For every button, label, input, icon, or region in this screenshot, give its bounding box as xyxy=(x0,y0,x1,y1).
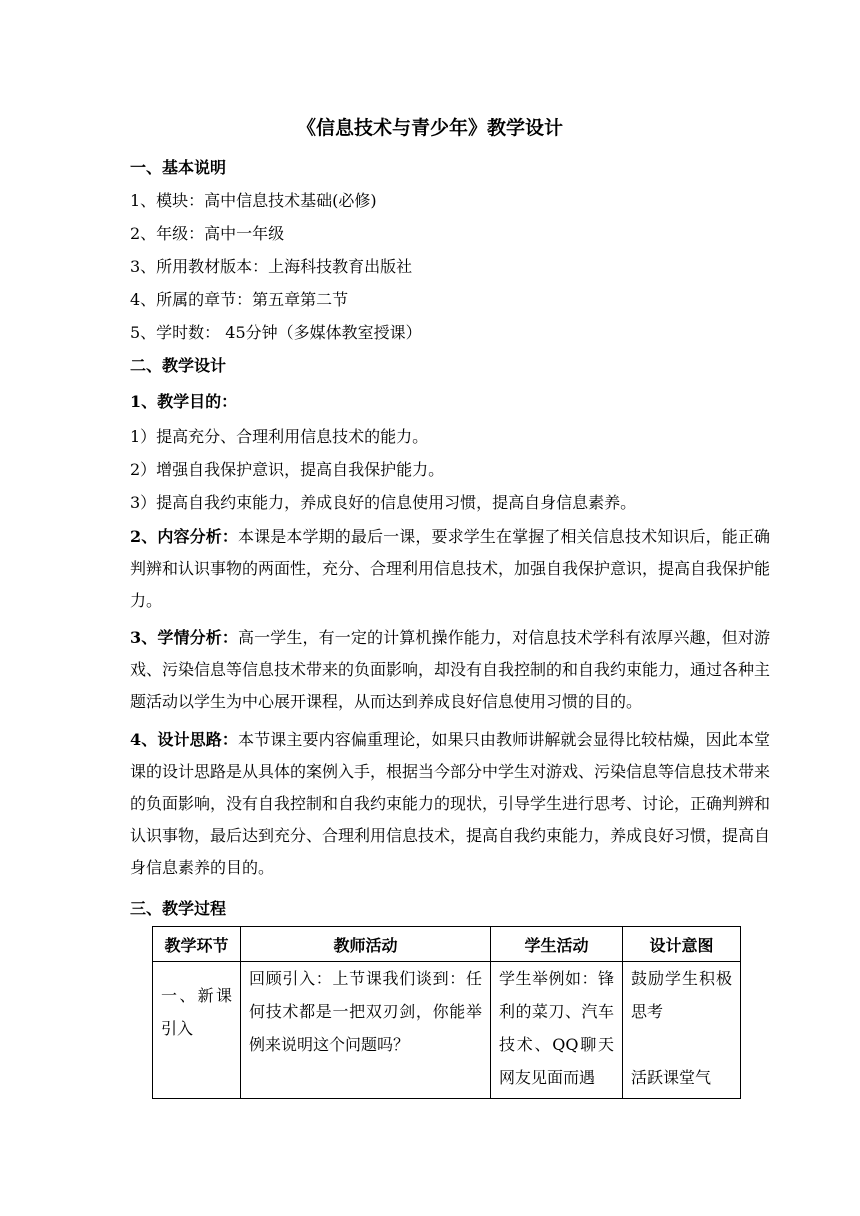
content-analysis-paragraph xyxy=(130,521,770,617)
learner-analysis-paragraph xyxy=(130,622,770,718)
learner-analysis-text: 高一学生，有一定的计算机操作能力，对信息技术学科有浓厚兴趣，但对游戏、污染信息等信息技术带来的负面影响，却没有自我控制的和自我约束能力，通过各种主题活动以学生为中心展开课程，从而达到养成良好信息使用习惯的目的。 xyxy=(130,628,771,711)
goal-item-1: 1）提高充分、合理利用信息技术的能力。 xyxy=(130,427,429,446)
column-header-teacher: 教师活动 xyxy=(241,927,491,962)
info-item-grade: 2、年级：高中一年级 xyxy=(130,224,285,243)
section-heading-teaching-design: 二、教学设计 xyxy=(130,356,227,375)
teaching-process-table xyxy=(152,926,741,1099)
info-item-hours: 5、学时数： 45分钟（多媒体教室授课） xyxy=(130,323,422,342)
intent-text-2: 活跃课堂气 xyxy=(631,1068,712,1087)
info-item-textbook: 3、所用教材版本：上海科技教育出版社 xyxy=(130,257,413,276)
design-idea-paragraph xyxy=(130,724,770,884)
cell-student-activity: 学生举例如：锋利的菜刀、汽车技术、QQ聊天网友见面而遇 xyxy=(491,962,623,1099)
content-analysis-text: 本课是本学期的最后一课，要求学生在掌握了相关信息技术知识后，能正确判辨和认识事物的两面性，充分、合理利用信息技术，加强自我保护意识，提高自我保护能力。 xyxy=(130,527,771,610)
cell-design-intent xyxy=(623,962,741,1099)
intent-text-1: 鼓励学生积极思考 xyxy=(631,969,732,1021)
goal-item-2: 2）增强自我保护意识，提高自我保护能力。 xyxy=(130,460,445,479)
cell-stage: 一、新课引入 xyxy=(153,962,241,1099)
table-header-row xyxy=(153,927,741,962)
learner-analysis-lead: 3、学情分析： xyxy=(130,628,239,647)
content-analysis-lead: 2、内容分析： xyxy=(130,527,239,546)
section-heading-basic-info: 一、基本说明 xyxy=(130,158,227,177)
document-title: 《信息技术与青少年》教学设计 xyxy=(296,117,563,139)
column-header-stage: 教学环节 xyxy=(153,927,241,962)
column-header-intent: 设计意图 xyxy=(623,927,741,962)
section-heading-teaching-process: 三、教学过程 xyxy=(130,899,227,918)
design-idea-text: 本节课主要内容偏重理论，如果只由教师讲解就会显得比较枯燥，因此本堂课的设计思路是从具体的案例入手，根据当今部分中学生对游戏、污染信息等信息技术带来的负面影响，没有自我控制和自我约束能力的现状，引导学生进行思考、讨论，正确判辨和认识事物，最后达到充分、合理利用信息技术，提高自我约束能力，养成良好习惯，提高自身信息素养的目的。 xyxy=(130,730,771,877)
info-item-module: 1、模块：高中信息技术基础(必修) xyxy=(130,191,377,210)
cell-teacher-activity: 回顾引入：上节课我们谈到：任何技术都是一把双刃剑，你能举例来说明这个问题吗？ xyxy=(241,962,491,1099)
goals-heading: 1、教学目的： xyxy=(130,392,238,411)
table-row xyxy=(153,962,741,1099)
column-header-student: 学生活动 xyxy=(491,927,623,962)
design-idea-lead: 4、设计思路： xyxy=(130,730,239,749)
goal-item-3: 3）提高自我约束能力，养成良好的信息使用习惯，提高自身信息素养。 xyxy=(130,493,637,512)
info-item-chapter: 4、所属的章节：第五章第二节 xyxy=(130,290,349,309)
